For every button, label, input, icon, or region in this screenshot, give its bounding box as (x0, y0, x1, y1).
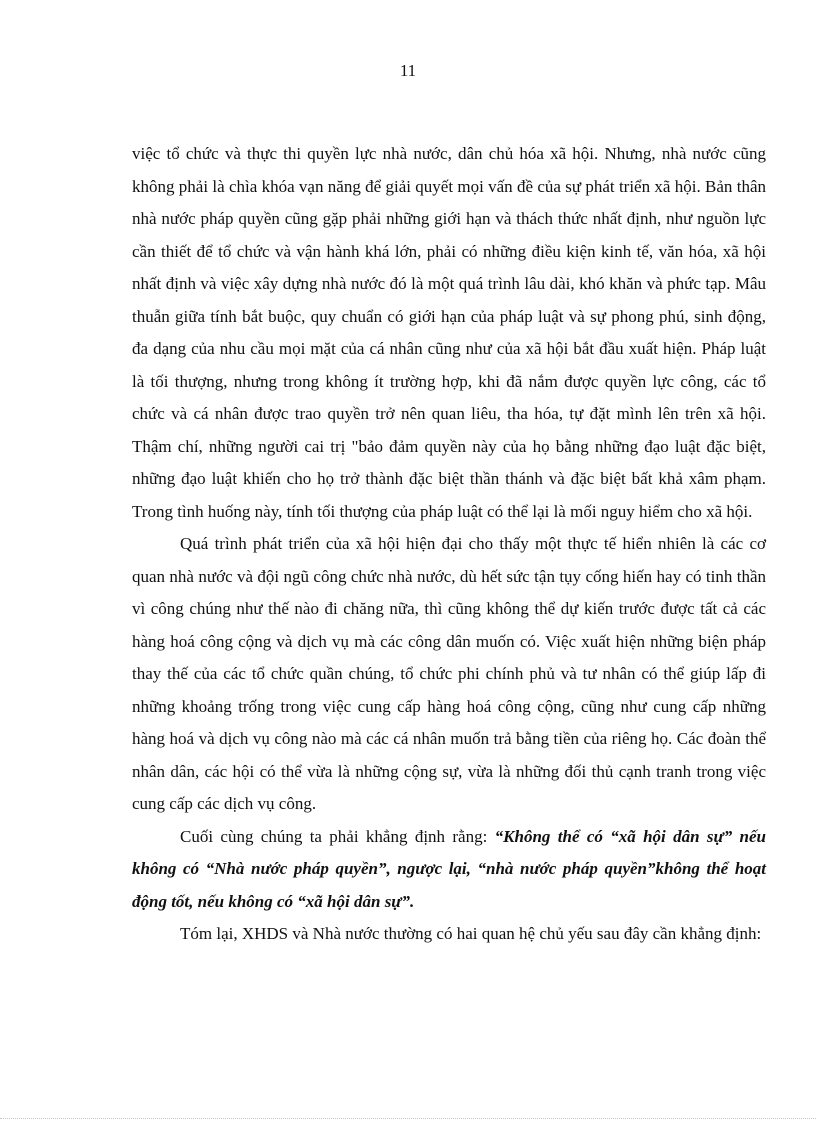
paragraph-3-lead: Cuối cùng chúng ta phải khẳng định rằng: (180, 826, 495, 846)
page-bottom-divider (0, 1118, 816, 1119)
paragraph-4: Tóm lại, XHDS và Nhà nước thường có hai quan hệ chủ yếu sau đây cần khẳng định: (180, 924, 762, 943)
body-text (132, 138, 766, 951)
paragraph-3 (132, 821, 766, 919)
paragraph-3-emphasis: “Không thể có “xã hội dân sự” nếu không có “Nhà nước pháp quyền”, ngược lại, “nhà nước pháp quyền”không thể hoạt động tốt, nếu không có “xã hội dân sự”. (132, 826, 767, 911)
page-number: 11 (399, 61, 417, 80)
paragraph-2: Quá trình phát triển của xã hội hiện đại cho thấy một thực tế hiển nhiên là các cơ quan nhà nước và đội ngũ công chức nhà nước, dù hết sức tận tụy cống hiến hay có tinh thần vì công chúng như thế nào đi chăng nữa, thì cũng không thể dự kiến trước được tất cả các hàng hoá công cộng và dịch vụ mà các công dân muốn có. Việc xuất hiện những biện pháp thay thế của các tổ chức quần chúng, tổ chức phi chính phủ và tư nhân có thể giúp lấp đi những khoảng trống trong việc cung cấp hàng hoá công cộng, cũng như cung cấp những hàng hoá và dịch vụ công nào mà các cá nhân muốn trả bằng tiền của riêng họ. Các đoàn thể nhân dân, các hội có thể vừa là những cộng sự, vừa là những đối thủ cạnh tranh trong việc cung cấp các dịch vụ công. (132, 534, 766, 813)
paragraph-1: việc tổ chức và thực thi quyền lực nhà nước, dân chủ hóa xã hội. Nhưng, nhà nước cũng không phải là chìa khóa vạn năng để giải quyết mọi vấn đề của sự phát triển xã hội. Bản thân nhà nước pháp quyền cũng gặp phải những giới hạn và thách thức nhất định, như nguồn lực cần thiết để tổ chức và vận hành khá lớn, phải có những điều kiện kinh tế, văn hóa, xã hội nhất định và việc xây dựng nhà nước đó là một quá trình lâu dài, khó khăn và phức tạp. Mâu thuẫn giữa tính bắt buộc, quy chuẩn có giới hạn của pháp luật và sự phong phú, sinh động, đa dạng của nhu cầu mọi mặt của cá nhân cũng như của xã hội bắt đầu xuất hiện. Pháp luật là tối thượng, nhưng trong không ít trường hợp, khi đã nắm được quyền lực công, các tổ chức và cá nhân được trao quyền trở nên quan liêu, tha hóa, tự đặt mình lên trên xã hội. Thậm chí, những người cai trị "bảo đảm quyền này của họ bằng những đạo luật đặc biệt, những đạo luật khiến cho họ trở thành đặc biệt thần thánh và đặc biệt bất khả xâm phạm. Trong tình huống này, tính tối thượng của pháp luật có thể lại là mối nguy hiểm cho xã hội. (132, 144, 766, 521)
